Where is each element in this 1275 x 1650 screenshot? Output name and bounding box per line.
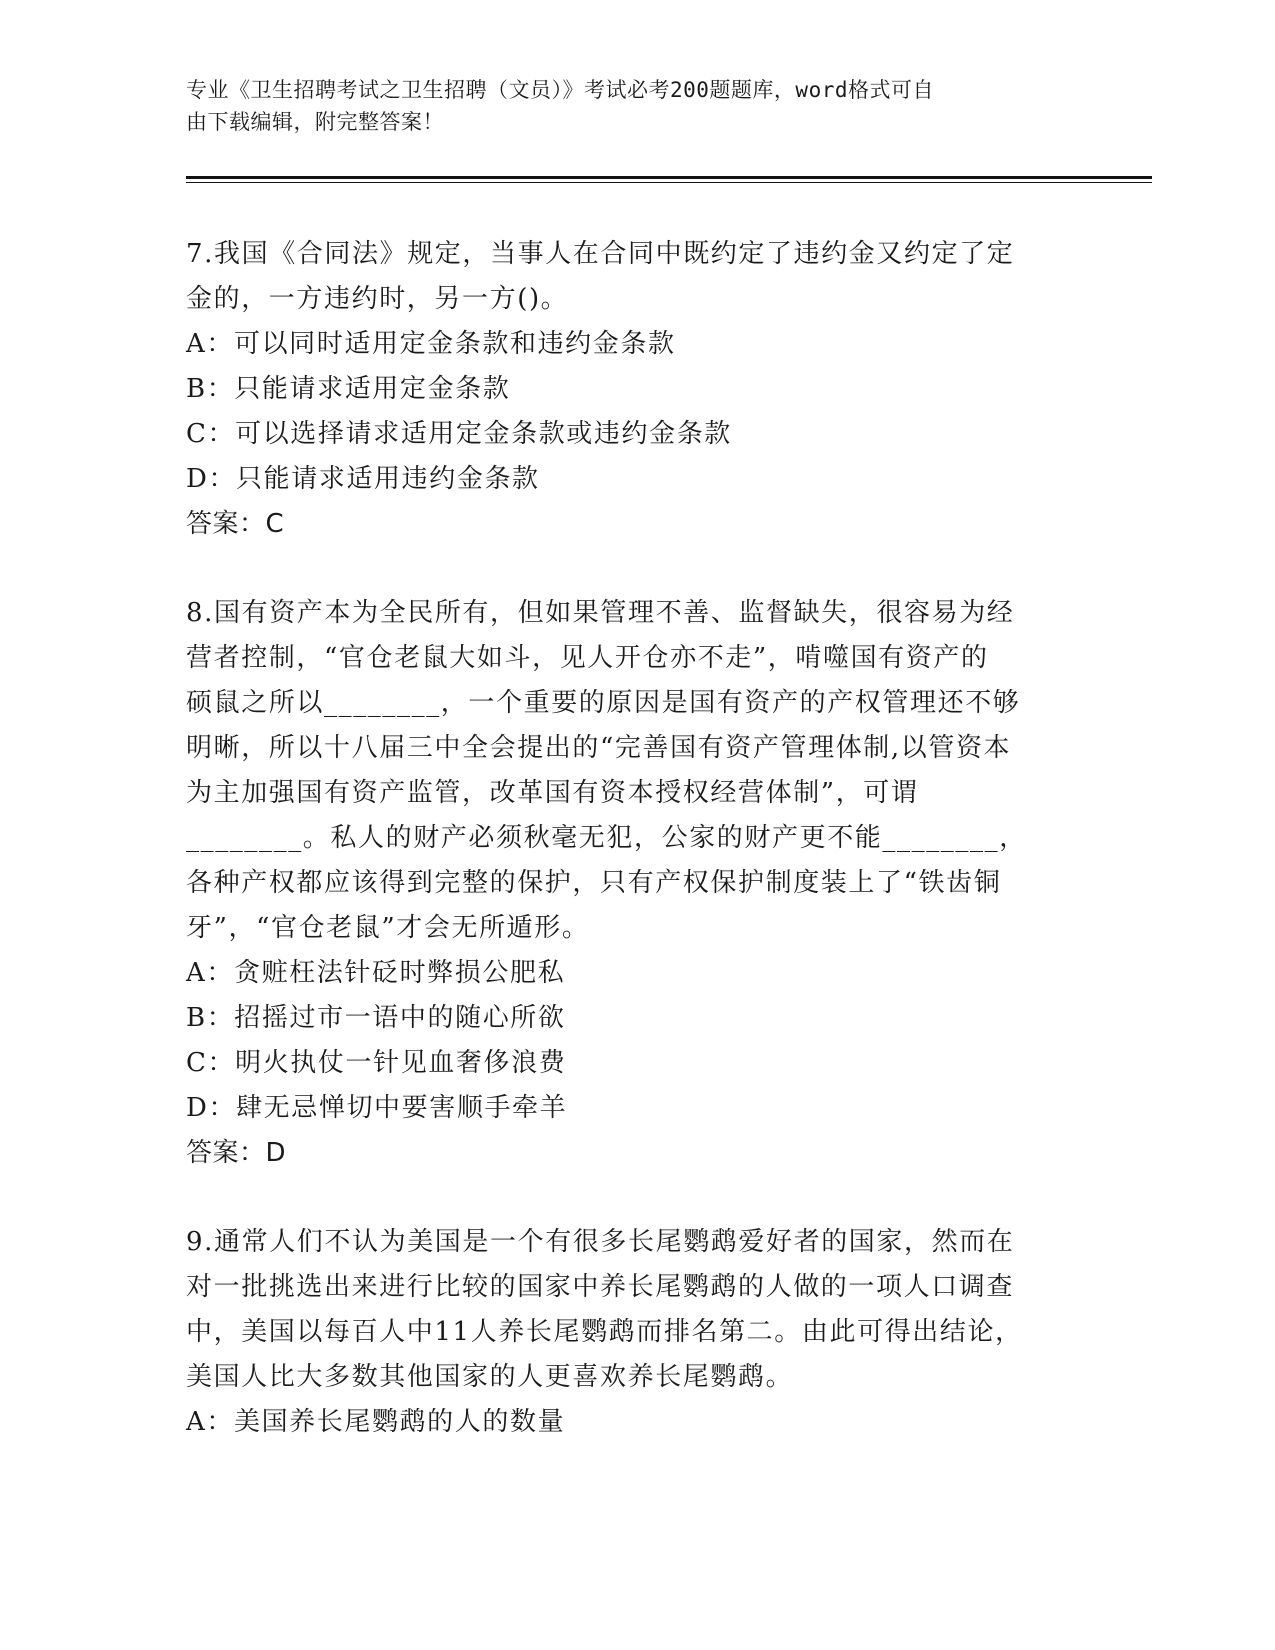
option-d: D：只能请求适用违约金条款	[186, 464, 540, 494]
question-9	[186, 1220, 1086, 1445]
option-c: C：可以选择请求适用定金条款或违约金条款	[186, 419, 732, 449]
question-stem-line: 硕鼠之所以________，一个重要的原因是国有资产的产权管理还不够	[186, 688, 1021, 718]
question-stem-line: 各种产权都应该得到完整的保护，只有产权保护制度装上了“铁齿铜	[186, 868, 1002, 898]
header-divider-thin	[186, 182, 1152, 183]
header-divider-thick	[186, 176, 1152, 179]
option-c: C：明火执仗一针见血奢侈浪费	[186, 1048, 567, 1078]
question-stem-line: 7.我国《合同法》规定，当事人在合同中既约定了违约金又约定了定	[186, 239, 1015, 269]
question-stem-line: ________。私人的财产必须秋毫无犯，公家的财产更不能________，	[186, 823, 1027, 853]
question-stem-line: 明晰，所以十八届三中全会提出的“完善国有资产管理体制,以管资本	[186, 733, 1012, 763]
question-stem-line: 中，美国以每百人中11人养长尾鹦鹉而排名第二。由此可得出结论，	[186, 1317, 1023, 1347]
question-list	[186, 232, 1086, 1489]
option-b: B：招摇过市一语中的随心所欲	[186, 1003, 566, 1033]
option-d: D：肆无忌惮切中要害顺手牵羊	[186, 1093, 568, 1123]
option-a: A：贪赃枉法针砭时弊损公肥私	[186, 958, 566, 988]
question-stem-line: 美国人比大多数其他国家的人更喜欢养长尾鹦鹉。	[186, 1362, 794, 1392]
question-7	[186, 232, 1086, 547]
option-b: B：只能请求适用定金条款	[186, 374, 511, 404]
question-stem-line: 牙”，“官仓老鼠”才会无所遁形。	[186, 913, 590, 943]
question-stem-line: 金的，一方违约时，另一方()。	[186, 284, 569, 314]
answer-label: 答案：C	[186, 509, 285, 539]
option-a: A：可以同时适用定金条款和违约金条款	[186, 329, 676, 359]
document-header	[186, 74, 1066, 138]
option-a: A：美国养长尾鹦鹉的人的数量	[186, 1407, 566, 1437]
question-stem-line: 营者控制，“官仓老鼠大如斗，见人开仓亦不走”，啃噬国有资产的	[186, 643, 989, 673]
header-line: 由下载编辑，附完整答案！	[186, 110, 444, 134]
question-stem-line: 为主加强国有资产监管，改革国有资本授权经营体制”，可谓	[186, 778, 919, 808]
answer-label: 答案：D	[186, 1138, 287, 1168]
question-stem-line: 对一批挑选出来进行比较的国家中养长尾鹦鹉的人做的一项人口调查	[186, 1272, 1015, 1302]
header-line: 专业《卫生招聘考试之卫生招聘（文员）》考试必考200题题库，word格式可自	[186, 78, 934, 102]
question-8	[186, 591, 1086, 1176]
question-stem-line: 9.通常人们不认为美国是一个有很多长尾鹦鹉爱好者的国家，然而在	[186, 1227, 1015, 1257]
question-stem-line: 8.国有资产本为全民所有，但如果管理不善、监督缺失，很容易为经	[186, 598, 1015, 628]
